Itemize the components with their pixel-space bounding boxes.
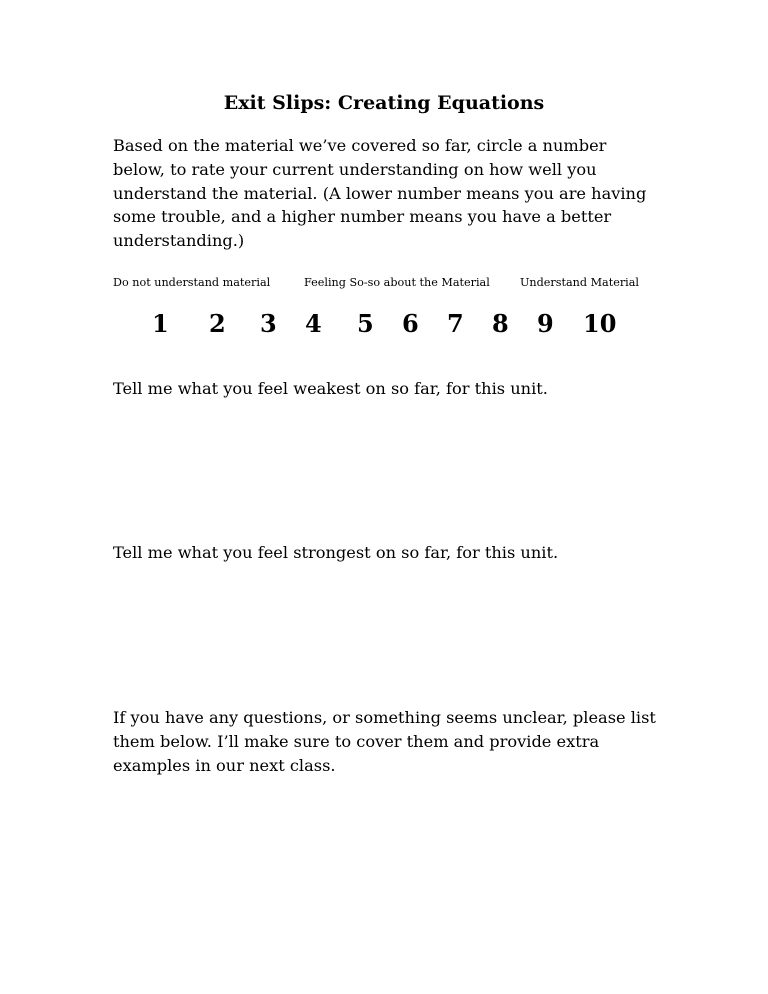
rating-number-5[interactable]: 5 — [357, 309, 374, 338]
rating-number-7[interactable]: 7 — [447, 309, 464, 338]
intro-paragraph: Based on the material we’ve covered so far, circle a number below, to rate your current understanding on how well you understand the material. (A lower number means you are having some trouble, and a higher number means you have a better understanding.) — [113, 136, 647, 251]
rating-number-9[interactable]: 9 — [537, 309, 554, 338]
rating-number-2[interactable]: 2 — [209, 309, 226, 338]
rating-number-1[interactable]: 1 — [152, 309, 169, 338]
page-title: Exit Slips: Creating Equations — [223, 92, 545, 114]
scale-label-low: Do not understand material — [113, 276, 271, 289]
rating-scale-numbers — [0, 309, 768, 345]
scale-label-mid: Feeling So-so about the Material — [304, 276, 490, 289]
rating-number-4[interactable]: 4 — [305, 309, 322, 338]
rating-number-10[interactable]: 10 — [583, 309, 617, 338]
question-unclear: If you have any questions, or something seems unclear, please list them below. I’ll make sure to cover them and provide extra examples in our next class. — [113, 708, 656, 775]
question-weakest: Tell me what you feel weakest on so far, for this unit. — [113, 379, 548, 398]
question-strongest: Tell me what you feel strongest on so far, for this unit. — [113, 543, 559, 562]
scale-label-high: Understand Material — [520, 276, 640, 289]
rating-number-3[interactable]: 3 — [260, 309, 277, 338]
rating-number-8[interactable]: 8 — [492, 309, 509, 338]
rating-number-6[interactable]: 6 — [402, 309, 419, 338]
